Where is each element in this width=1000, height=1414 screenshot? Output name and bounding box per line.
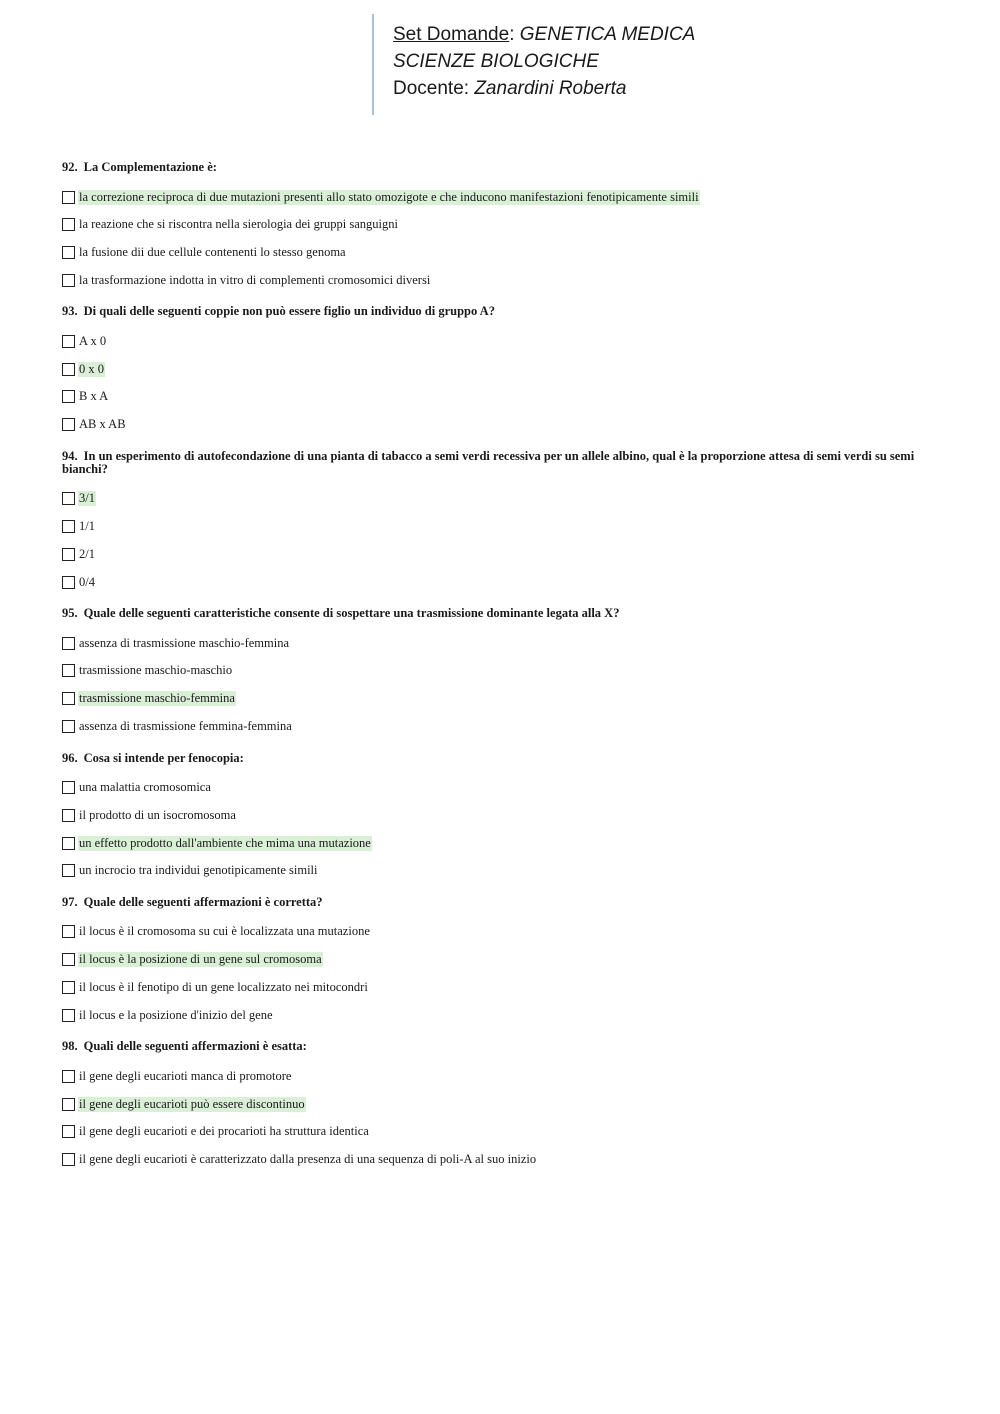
question-block <box>62 752 938 881</box>
answer-option[interactable] <box>62 270 938 290</box>
answer-option[interactable] <box>62 359 938 379</box>
question-block <box>62 1040 938 1169</box>
teacher-label: Docente: <box>393 78 470 99</box>
answer-checkbox[interactable] <box>62 492 75 505</box>
question-number: 96. <box>62 750 78 765</box>
answer-checkbox[interactable] <box>62 837 75 850</box>
answer-option[interactable] <box>62 489 938 509</box>
question-text: Di quali delle seguenti coppie non può essere figlio un individuo di gruppo A? <box>83 304 495 319</box>
answer-option[interactable] <box>62 861 938 881</box>
question-text: In un esperimento di autofecondazione di una pianta di tabacco a semi verdi recessiva per un allele albino, qual è la proporzione attesa di semi verdi su semi bianchi? <box>62 448 915 476</box>
answer-text: il locus è il cromosoma su cui è localizzata una mutazione <box>79 924 370 939</box>
answer-checkbox[interactable] <box>62 637 75 650</box>
question-number: 94. <box>62 448 78 463</box>
answer-option[interactable] <box>62 544 938 564</box>
answer-text: assenza di trasmissione maschio-femmina <box>79 635 290 650</box>
answer-text: 0/4 <box>79 574 95 589</box>
answer-text: assenza di trasmissione femmina-femmina <box>79 719 292 734</box>
question-title <box>62 305 938 318</box>
question-text: Quale delle seguenti affermazioni è corretta? <box>83 894 323 909</box>
answer-text: AB x AB <box>79 417 126 432</box>
answer-text-highlighted: il locus è la posizione di un gene sul cromosoma <box>79 952 322 967</box>
answer-text: la fusione dii due cellule contenenti lo stesso genoma <box>79 245 346 260</box>
question-text: Quale delle seguenti caratteristiche consente di sospettare una trasmissione dominante legata alla X? <box>83 606 620 621</box>
answer-checkbox[interactable] <box>62 664 75 677</box>
answer-text-highlighted: un effetto prodotto dall'ambiente che mima una mutazione <box>79 835 371 850</box>
question-title <box>62 607 938 620</box>
answer-checkbox[interactable] <box>62 191 75 204</box>
answer-checkbox[interactable] <box>62 363 75 376</box>
answer-checkbox[interactable] <box>62 274 75 287</box>
set-colon: : <box>509 24 515 45</box>
question-block <box>62 305 938 434</box>
answer-checkbox[interactable] <box>62 1125 75 1138</box>
answer-option[interactable] <box>62 1005 938 1025</box>
answer-checkbox[interactable] <box>62 809 75 822</box>
answer-checkbox[interactable] <box>62 335 75 348</box>
answer-text: trasmissione maschio-maschio <box>79 663 233 678</box>
answer-option[interactable] <box>62 689 938 709</box>
answer-option[interactable] <box>62 922 938 942</box>
answer-text: B x A <box>79 389 109 404</box>
question-title <box>62 896 938 909</box>
answer-option[interactable] <box>62 387 938 407</box>
answer-option[interactable] <box>62 833 938 853</box>
answer-checkbox[interactable] <box>62 390 75 403</box>
set-title: GENETICA MEDICA <box>519 24 696 45</box>
question-title <box>62 161 938 174</box>
question-block <box>62 161 938 290</box>
answer-text-highlighted: 0 x 0 <box>79 361 104 376</box>
answer-option[interactable] <box>62 187 938 207</box>
answer-option[interactable] <box>62 978 938 998</box>
answer-checkbox[interactable] <box>62 1153 75 1166</box>
question-title <box>62 752 938 765</box>
answer-checkbox[interactable] <box>62 864 75 877</box>
answer-text: 1/1 <box>79 519 95 534</box>
teacher-line <box>393 75 695 102</box>
answer-text-highlighted: il gene degli eucarioti può essere discontinuo <box>79 1096 305 1111</box>
answer-option[interactable] <box>62 1094 938 1114</box>
question-number: 98. <box>62 1039 78 1054</box>
answer-checkbox[interactable] <box>62 720 75 733</box>
question-block <box>62 607 938 736</box>
answer-text: la trasformazione indotta in vitro di complementi cromosomici diversi <box>79 272 431 287</box>
answer-checkbox[interactable] <box>62 1098 75 1111</box>
course-name: SCIENZE BIOLOGICHE <box>393 51 599 72</box>
answer-text: un incrocio tra individui genotipicamente simili <box>79 863 318 878</box>
teacher-name: Zanardini Roberta <box>474 78 627 99</box>
question-number: 95. <box>62 606 78 621</box>
question-number: 97. <box>62 894 78 909</box>
answer-checkbox[interactable] <box>62 925 75 938</box>
answer-option[interactable] <box>62 243 938 263</box>
answer-option[interactable] <box>62 1150 938 1170</box>
question-block <box>62 450 938 592</box>
answer-checkbox[interactable] <box>62 1009 75 1022</box>
answer-text: il gene degli eucarioti e dei procarioti ha struttura identica <box>79 1124 369 1139</box>
answer-text: 2/1 <box>79 546 95 561</box>
answer-option[interactable] <box>62 517 938 537</box>
answer-text: la reazione che si riscontra nella sierologia dei gruppi sanguigni <box>79 217 398 232</box>
answer-text: A x 0 <box>79 333 107 348</box>
answer-option[interactable] <box>62 805 938 825</box>
answer-option[interactable] <box>62 633 938 653</box>
answer-text-highlighted: la correzione reciproca di due mutazioni presenti allo stato omozigote e che inducono manifestazioni fenotipicamente simili <box>79 189 699 204</box>
answer-text-highlighted: trasmissione maschio-femmina <box>79 691 235 706</box>
answer-checkbox[interactable] <box>62 1070 75 1083</box>
page-top-marker <box>488 0 512 2</box>
answer-checkbox[interactable] <box>62 781 75 794</box>
answer-text-highlighted: 3/1 <box>79 491 95 506</box>
question-text: Quali delle seguenti affermazioni è esatta: <box>83 1039 307 1054</box>
answer-text: il locus e la posizione d'inizio del gene <box>79 1007 273 1022</box>
question-text: La Complementazione è: <box>83 160 217 174</box>
answer-option[interactable] <box>62 1066 938 1086</box>
question-title <box>62 1040 938 1053</box>
answer-option[interactable] <box>62 572 938 592</box>
answer-checkbox[interactable] <box>62 576 75 589</box>
answer-checkbox[interactable] <box>62 418 75 431</box>
answer-checkbox[interactable] <box>62 692 75 705</box>
question-number: 93. <box>62 304 78 319</box>
set-label: Set Domande <box>393 24 510 45</box>
answer-text: il locus è il fenotipo di un gene localizzato nei mitocondri <box>79 980 368 995</box>
answer-option[interactable] <box>62 1122 938 1142</box>
answer-text: il gene degli eucarioti manca di promotore <box>79 1068 292 1083</box>
document-header <box>372 14 695 115</box>
answer-text: il prodotto di un isocromosoma <box>79 807 236 822</box>
answer-option[interactable] <box>62 415 938 435</box>
question-text: Cosa si intende per fenocopia: <box>83 750 244 765</box>
answer-option[interactable] <box>62 331 938 351</box>
answer-text: una malattia cromosomica <box>79 780 211 795</box>
answer-checkbox[interactable] <box>62 218 75 231</box>
answer-checkbox[interactable] <box>62 548 75 561</box>
answer-checkbox[interactable] <box>62 981 75 994</box>
question-title <box>62 450 938 476</box>
question-number: 92. <box>62 160 78 174</box>
answer-text: il gene degli eucarioti è caratterizzato dalla presenza di una sequenza di poli-A al suo inizio <box>79 1152 537 1167</box>
question-list <box>62 161 938 1185</box>
question-block <box>62 896 938 1025</box>
answer-option[interactable] <box>62 215 938 235</box>
set-title-line <box>393 21 695 48</box>
answer-checkbox[interactable] <box>62 246 75 259</box>
answer-option[interactable] <box>62 950 938 970</box>
answer-checkbox[interactable] <box>62 953 75 966</box>
answer-option[interactable] <box>62 717 938 737</box>
answer-option[interactable] <box>62 778 938 798</box>
answer-checkbox[interactable] <box>62 520 75 533</box>
answer-option[interactable] <box>62 661 938 681</box>
